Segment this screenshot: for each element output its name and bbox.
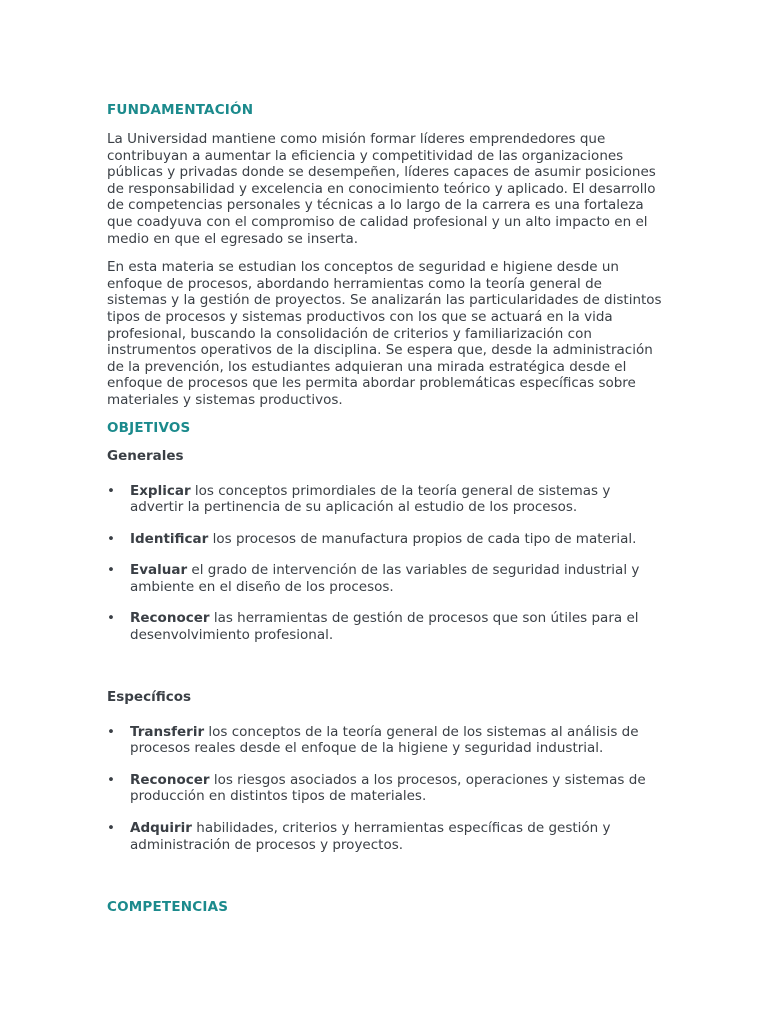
- list-item-verb: Evaluar: [130, 562, 188, 579]
- generales-list: [107, 483, 663, 644]
- list-item-text: los riesgos asociados a los procesos, operaciones y sistemas de producción en distintos tipos de materiales.: [130, 771, 646, 805]
- bullet-icon: •: [107, 482, 115, 499]
- list-item-verb: Transferir: [130, 723, 205, 740]
- fundamentacion-paragraph-1: La Universidad mantiene como misión formar líderes emprendedores que contribuyan a aumentar la eficiencia y competitividad de las organizaciones públicas y privadas donde se desempeñen, líderes capaces de asumir posiciones de responsabilidad y excelencia en conocimiento teórico y aplicado. El desarrollo de competencias personales y técnicas a lo largo de la carrera es una fortaleza que coadyuva con el compromiso de calidad profesional y un alto impacto en el medio en que el egresado se inserta.: [107, 131, 656, 247]
- document-page: [107, 102, 663, 916]
- list-item: [107, 772, 663, 805]
- bullet-icon: •: [107, 610, 115, 627]
- fundamentacion-paragraph-2: En esta materia se estudian los conceptos de seguridad e higiene desde un enfoque de procesos, abordando herramientas como la teoría general de sistemas y la gestión de proyectos. Se analizarán las particularidades de distintos tipos de procesos y sistemas productivos con los que se actuará en la vida profesional, buscando la consolidación de criterios y familiarización con instrumentos operativos de la disciplina. Se espera que, desde la administración de la prevención, los estudiantes adquieran una mirada estratégica desde el enfoque de procesos que les permita abordar problemáticas específicas sobre materiales y sistemas productivos.: [107, 259, 662, 408]
- list-item-verb: Identificar: [130, 530, 209, 547]
- list-item-verb: Explicar: [130, 482, 191, 499]
- list-item-text: los conceptos primordiales de la teoría general de sistemas y advertir la pertinencia de su aplicación al estudio de los procesos.: [130, 482, 611, 516]
- bullet-icon: •: [107, 771, 115, 788]
- objetivos-heading: OBJETIVOS: [107, 419, 191, 436]
- list-item-text: el grado de intervención de las variables de seguridad industrial y ambiente en el diseño de los procesos.: [130, 562, 640, 595]
- list-item: [107, 724, 663, 757]
- especificos-list: [107, 724, 663, 854]
- list-item: [107, 483, 663, 516]
- list-item-verb: Reconocer: [130, 771, 210, 788]
- list-item: [107, 820, 663, 853]
- list-item-text: las herramientas de gestión de procesos que son útiles para el desenvolvimiento profesional.: [130, 610, 639, 644]
- bullet-icon: •: [107, 562, 115, 579]
- list-item: [107, 531, 663, 548]
- bullet-icon: •: [107, 530, 115, 547]
- list-item-verb: Reconocer: [130, 610, 210, 627]
- generales-subheading: Generales: [107, 447, 184, 464]
- list-item-verb: Adquirir: [130, 820, 192, 837]
- fundamentacion-heading: FUNDAMENTACIÓN: [107, 102, 254, 118]
- list-item-text: los conceptos de la teoría general de los sistemas al análisis de procesos reales desde el enfoque de la higiene y seguridad industrial.: [130, 723, 639, 757]
- competencias-heading: COMPETENCIAS: [107, 899, 229, 916]
- list-item-text: habilidades, criterios y herramientas específicas de gestión y administración de procesos y proyectos.: [130, 820, 611, 853]
- list-item-text: los procesos de manufactura propios de cada tipo de material.: [208, 530, 637, 547]
- especificos-subheading: Específicos: [107, 688, 192, 705]
- bullet-icon: •: [107, 820, 115, 837]
- list-item: [107, 562, 663, 595]
- bullet-icon: •: [107, 723, 115, 740]
- list-item: [107, 610, 663, 643]
